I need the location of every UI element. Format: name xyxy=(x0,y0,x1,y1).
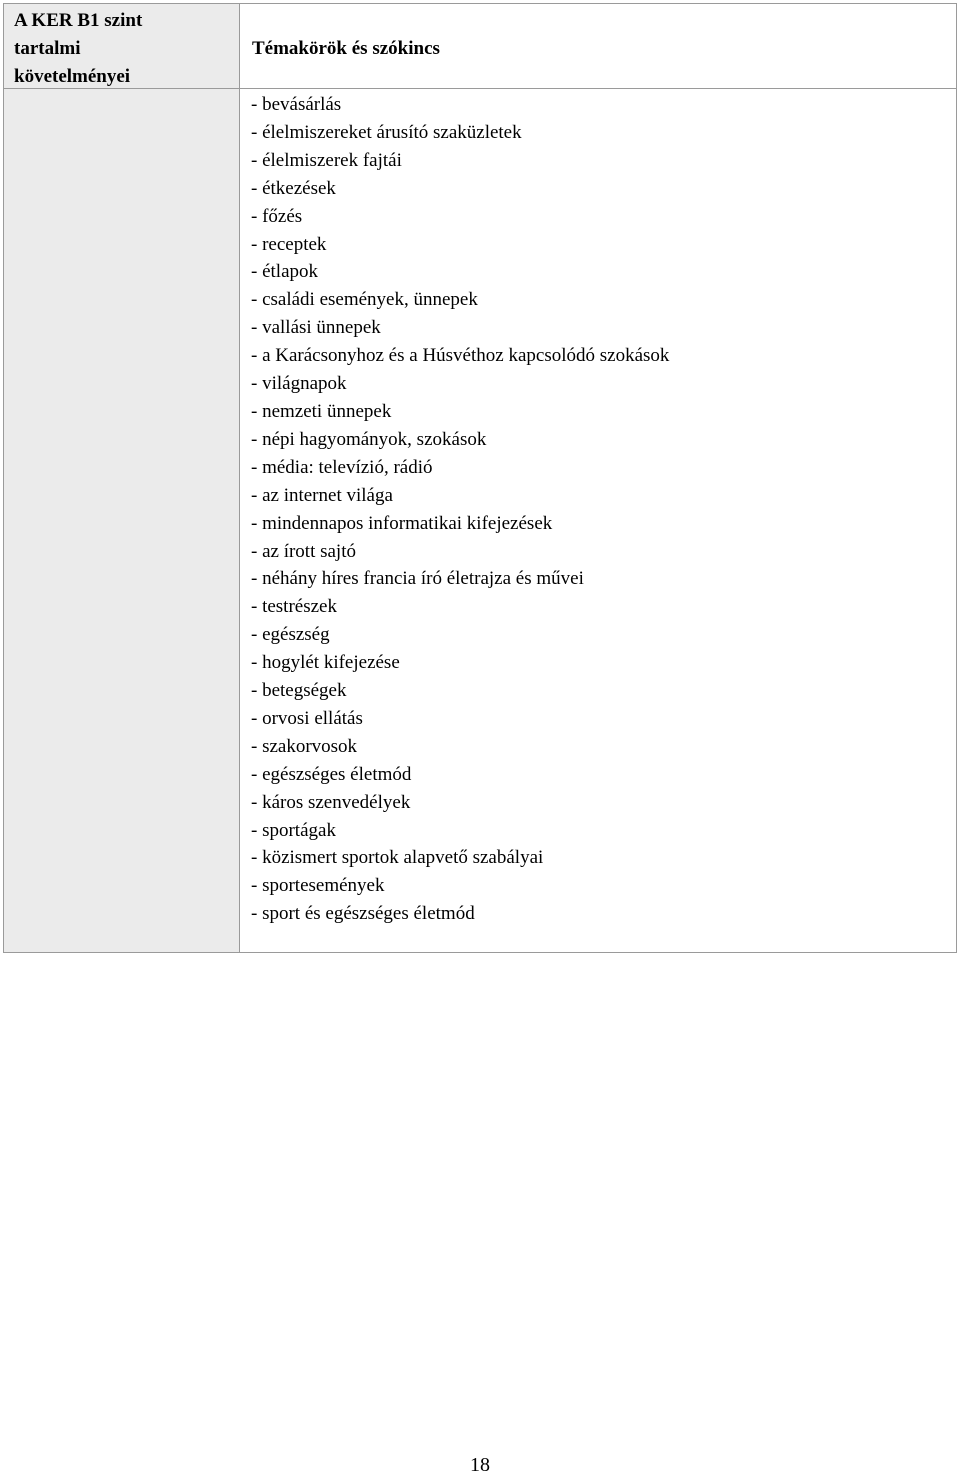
list-item: - nemzeti ünnepek xyxy=(251,400,392,422)
list-item: - étkezések xyxy=(251,177,336,199)
list-item: - néhány híres francia író életrajza és művei xyxy=(251,568,584,590)
header-divider xyxy=(4,88,956,89)
list-item: - közismert sportok alapvető szabályai xyxy=(251,847,544,869)
list-item: - hogylét kifejezése xyxy=(251,652,400,674)
list-item: - családi események, ünnepek xyxy=(251,289,478,311)
list-item: - az internet világa xyxy=(251,484,393,506)
requirements-header: A KER B1 szint tartalmi követelményei xyxy=(14,10,143,87)
page-number: 18 xyxy=(470,1454,490,1476)
list-item: - egészséges életmód xyxy=(251,763,412,785)
list-item: - káros szenvedélyek xyxy=(251,791,411,813)
list-item: - orvosi ellátás xyxy=(251,707,363,729)
list-item: - a Karácsonyhoz és a Húsvéthoz kapcsolódó szokások xyxy=(251,345,670,367)
list-item: - főzés xyxy=(251,205,303,227)
list-item: - népi hagyományok, szokások xyxy=(251,428,487,450)
list-item: - sportágak xyxy=(251,819,336,841)
list-item: - élelmiszerek fajtái xyxy=(251,149,402,171)
list-item: - az írott sajtó xyxy=(251,540,356,562)
list-item: - vallási ünnepek xyxy=(251,317,381,339)
list-item: - bevásárlás xyxy=(251,94,342,115)
list-item: - élelmiszereket árusító szaküzletek xyxy=(251,121,522,143)
content-table xyxy=(3,3,957,953)
list-item: - receptek xyxy=(251,233,327,255)
list-item: - mindennapos informatikai kifejezések xyxy=(251,512,553,534)
list-item: - betegségek xyxy=(251,680,347,702)
list-item: - sportesemények xyxy=(251,875,385,897)
list-item: - étlapok xyxy=(251,261,319,283)
list-item: - testrészek xyxy=(251,596,337,618)
topics-header: Témakörök és szókincs xyxy=(252,38,440,59)
list-item: - sport és egészséges életmód xyxy=(251,903,475,925)
topic-list xyxy=(251,91,669,928)
list-item: - média: televízió, rádió xyxy=(251,456,433,478)
list-item: - egészség xyxy=(251,624,330,646)
list-item: - szakorvosok xyxy=(251,735,358,757)
requirements-column xyxy=(4,4,240,952)
list-item: - világnapok xyxy=(251,373,347,395)
